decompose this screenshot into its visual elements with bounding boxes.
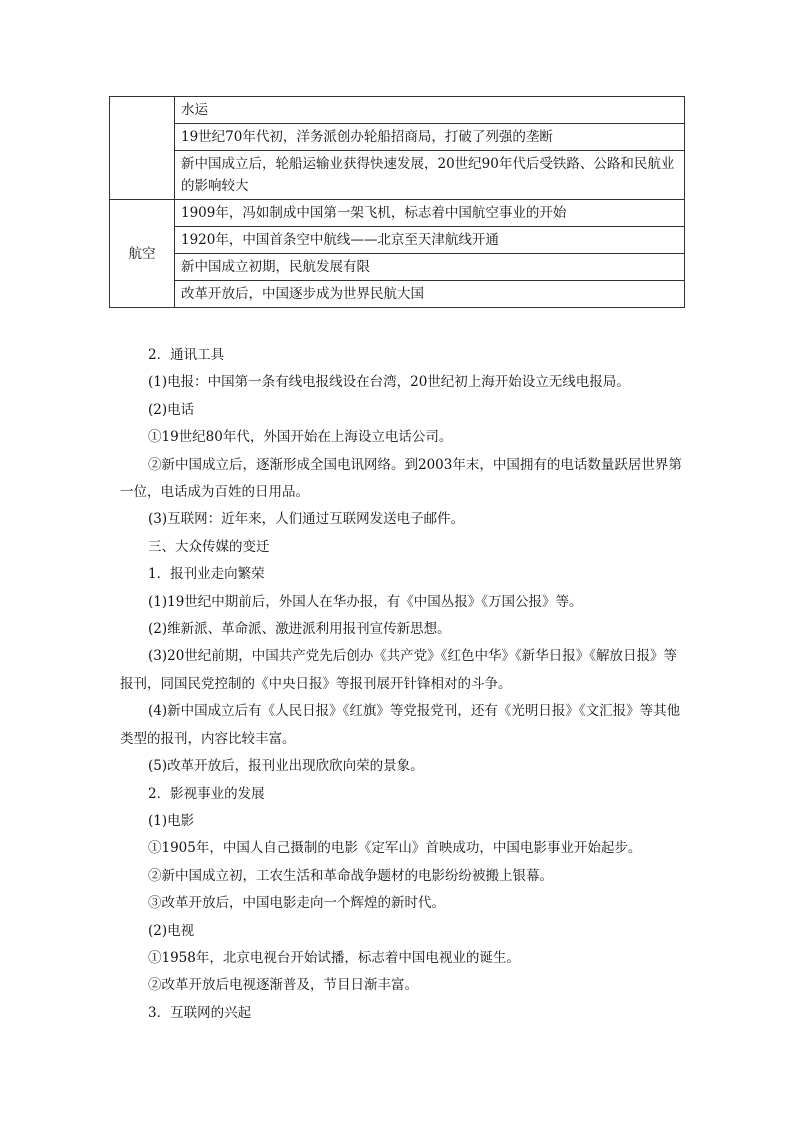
body-text	[120, 342, 685, 1027]
table-cell: 新中国成立初期，民航发展有限	[175, 254, 685, 281]
paragraph: (2)维新派、革命派、激进派利用报刊宣传新思想。	[148, 621, 451, 638]
table-cell: 水运	[175, 97, 685, 124]
table-row	[110, 281, 685, 308]
paragraph: (3)互联网：近年来，人们通过互联网发送电子邮件。	[148, 511, 465, 528]
paragraph: (1)电报：中国第一条有线电报线设在台湾，20世纪初上海开始设立无线电报局。	[148, 374, 630, 391]
paragraph: (5)改革开放后，报刊业出现欣欣向荣的景象。	[148, 758, 424, 775]
transport-table	[109, 96, 685, 308]
table-cell: 1920年，中国首条空中航线——北京至天津航线开通	[175, 227, 685, 254]
paragraph: ②新中国成立后，逐渐形成全国电讯网络。到2003年末，中国拥有的电话数量跃居世界第一位，电话成为百姓的日用品。	[120, 456, 682, 501]
paragraph: ①1958年，北京电视台开始试播，标志着中国电视业的诞生。	[148, 949, 520, 966]
table-row	[110, 151, 685, 200]
section-heading: 1．报刊业走向繁荣	[148, 566, 265, 583]
table-row	[110, 124, 685, 151]
paragraph: (2)电视	[148, 922, 195, 939]
table-cell: 改革开放后，中国逐步成为世界民航大国	[175, 281, 685, 308]
table-cell: 新中国成立后，轮船运输业获得快速发展，20世纪90年代后受铁路、公路和民航业的影响较大	[175, 151, 685, 200]
paragraph: (1)电影	[148, 812, 195, 829]
table-row	[110, 254, 685, 281]
paragraph: (3)20世纪前期，中国共产党先后创办《共产党》《红色中华》《新华日报》《解放日报》等报刊，同国民党控制的《中央日报》等报刊展开针锋相对的斗争。	[120, 648, 678, 692]
section-heading: 三、大众传媒的变迁	[148, 538, 270, 555]
water-category-cell	[110, 97, 175, 200]
paragraph: (4)新中国成立后有《人民日报》《红旗》等党报党刊，还有《光明日报》《文汇报》等其他类型的报刊，内容比较丰富。	[120, 703, 681, 747]
paragraph: ②新中国成立初，工农生活和革命战争题材的电影纷纷被搬上银幕。	[148, 867, 553, 884]
section-heading: 2．影视事业的发展	[148, 785, 265, 802]
paragraph: ②改革开放后电视逐渐普及，节目日渐丰富。	[148, 977, 418, 994]
paragraph: (1)19世纪中期前后，外国人在华办报，有《中国丛报》《万国公报》等。	[148, 593, 583, 610]
paragraph: ①1905年，中国人自己摄制的电影《定军山》首映成功，中国电影事业开始起步。	[148, 840, 642, 857]
section-heading: 2．通讯工具	[148, 347, 225, 363]
section-heading: 3．互联网的兴起	[148, 1004, 252, 1021]
table-row	[110, 227, 685, 254]
paragraph: ①19世纪80年代，外国开始在上海设立电话公司。	[148, 429, 453, 446]
air-category-cell: 航空	[110, 200, 175, 308]
table-cell: 1909年，冯如制成中国第一架飞机，标志着中国航空事业的开始	[175, 200, 685, 227]
table-cell: 19世纪70年代初，洋务派创办轮船招商局，打破了列强的垄断	[175, 124, 685, 151]
table-row	[110, 200, 685, 227]
paragraph: (2)电话	[148, 401, 195, 418]
table-row	[110, 97, 685, 124]
paragraph: ③改革开放后，中国电影走向一个辉煌的新时代。	[148, 895, 445, 912]
